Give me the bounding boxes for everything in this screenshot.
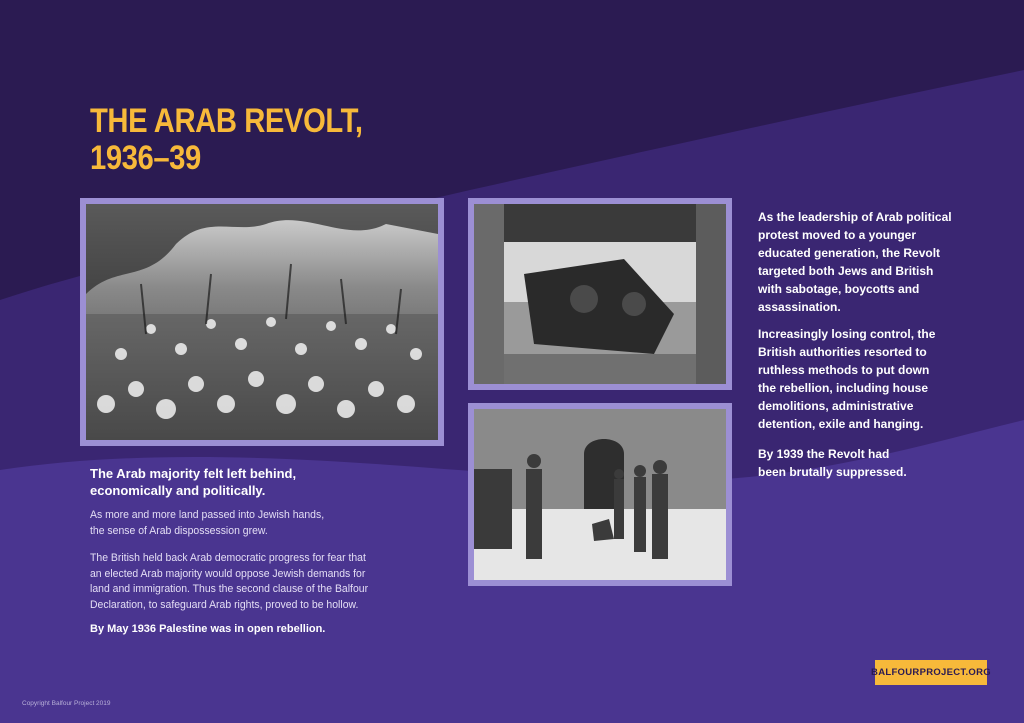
title-line-1: THE ARAB REVOLT, [90, 102, 363, 140]
lead-line-1: The Arab majority felt left behind, [90, 466, 297, 481]
right-paragraph-2 [758, 325, 958, 433]
p2-line: British authorities resorted to [758, 345, 927, 359]
right-text-column [758, 208, 958, 490]
para2-line-4: Declaration, to safeguard Arab rights, proved to be hollow. [90, 598, 359, 611]
left-lead [90, 465, 430, 499]
p1-line: protest moved to a younger [758, 228, 917, 242]
website-link-badge[interactable]: BALFOURPROJECT.ORG [875, 660, 987, 685]
p1-line: targeted both Jews and British [758, 264, 934, 278]
p3-line: been brutally suppressed. [758, 465, 907, 479]
p1-line: educated generation, the Revolt [758, 246, 941, 260]
p3-line: By 1939 the Revolt had [758, 447, 890, 461]
para1-line-2: the sense of Arab dispossession grew. [90, 524, 268, 537]
title-line-2: 1936–39 [90, 139, 201, 177]
para2-line-2: an elected Arab majority would oppose Jewish demands for [90, 567, 366, 580]
p1-line: assassination. [758, 300, 841, 314]
para1-line-1: As more and more land passed into Jewish hands, [90, 509, 325, 521]
right-paragraph-1 [758, 208, 958, 316]
copyright-text: Copyright Balfour Project 2019 [22, 700, 111, 707]
p2-line: the rebellion, including house [758, 381, 929, 395]
p2-line: demolitions, administrative [758, 399, 914, 413]
lead-line-2: economically and politically. [90, 483, 266, 498]
p1-line: As the leadership of Arab political [758, 210, 952, 224]
crowd-photo [80, 198, 444, 446]
para2-line-3: land and immigration. Thus the second clause of the Balfour [90, 583, 369, 595]
soldiers-gate-photo [468, 403, 732, 586]
p2-line: detention, exile and hanging. [758, 417, 924, 431]
p1-line: with sabotage, boycotts and [758, 282, 920, 296]
derailed-train-photo [468, 198, 732, 390]
page-title [90, 103, 363, 177]
left-paragraph-1 [90, 508, 413, 539]
right-paragraph-3 [758, 445, 958, 481]
left-text-column [90, 465, 430, 637]
para2-line-1: The British held back Arab democratic progress for fear that [90, 552, 366, 564]
p2-line: ruthless methods to put down [758, 363, 930, 377]
p2-line: Increasingly losing control, the [758, 327, 936, 341]
left-closing: By May 1936 Palestine was in open rebellion. [90, 623, 326, 635]
left-paragraph-2 [90, 551, 413, 613]
